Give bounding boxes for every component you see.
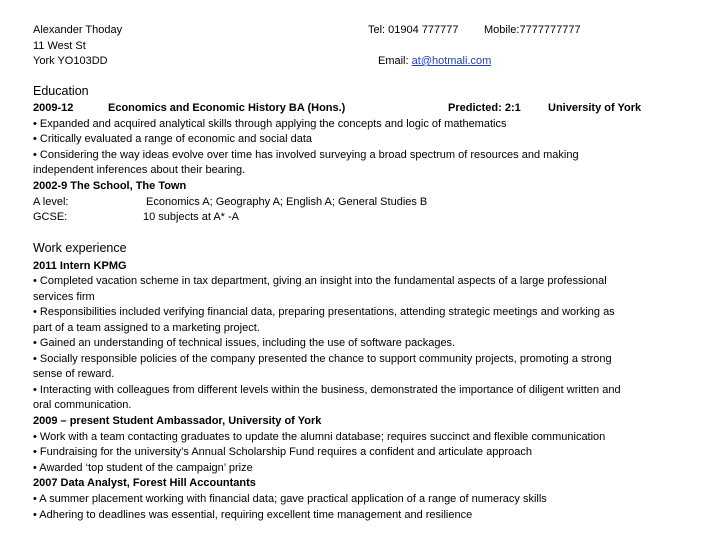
- kpmg-line: • Responsibilities included verifying financial data, preparing presentations, attending strategic meetings and working as: [33, 306, 615, 318]
- address-line-1: 11 West St: [33, 40, 86, 52]
- degree-institution: University of York: [548, 102, 642, 114]
- degree-course: Economics and Economic History BA (Hons.): [108, 102, 346, 114]
- mobile: Mobile:7777777777: [484, 24, 581, 36]
- education-bullet-continued: independent inferences about their bearing.: [33, 164, 246, 176]
- kpmg-line: • Completed vacation scheme in tax department, giving an insight into the fundamental aspects of a large professional: [33, 275, 607, 287]
- alevel-value: Economics A; Geography A; English A; General Studies B: [146, 196, 428, 208]
- kpmg-line: • Gained an understanding of technical issues, including the use of software packages.: [33, 337, 456, 349]
- email-link[interactable]: at@hotmali.com: [411, 55, 492, 67]
- ambassador-line: • Fundraising for the university’s Annual Scholarship Fund requires a confident and articulate approach: [33, 446, 532, 458]
- education-bullet: • Critically evaluated a range of economic and social data: [33, 133, 313, 145]
- analyst-line: • A summer placement working with financial data; gave practical application of a range of numeracy skills: [33, 493, 547, 505]
- school-title: 2002-9 The School, The Town: [33, 180, 187, 192]
- address-line-2: York YO103DD: [33, 55, 108, 67]
- education-heading: Education: [33, 84, 89, 98]
- email-row: [378, 54, 491, 70]
- gcse-label: GCSE:: [33, 211, 68, 223]
- kpmg-line: services firm: [33, 291, 95, 303]
- gcse-value: 10 subjects at A* -A: [143, 211, 239, 223]
- kpmg-line: part of a team assigned to a marketing project.: [33, 322, 260, 334]
- degree-predicted: Predicted: 2:1: [448, 102, 521, 114]
- email-label: Email:: [378, 55, 412, 67]
- analyst-line: • Adhering to deadlines was essential, requiring excellent time management and resilience: [33, 509, 473, 521]
- kpmg-line: • Socially responsible policies of the company presented the chance to support community projects, promoting a strong: [33, 353, 612, 365]
- degree-years: 2009-12: [33, 102, 74, 114]
- education-bullet: • Considering the way ideas evolve over time has involved surveying a broad spectrum of resources and making: [33, 149, 579, 161]
- ambassador-line: • Awarded ‘top student of the campaign’ prize: [33, 462, 253, 474]
- analyst-title: 2007 Data Analyst, Forest Hill Accountants: [33, 477, 256, 489]
- alevel-label: A level:: [33, 196, 69, 208]
- kpmg-line: oral communication.: [33, 399, 132, 411]
- education-bullet: • Expanded and acquired analytical skills through applying the concepts and logic of mathematics: [33, 118, 507, 130]
- kpmg-title: 2011 Intern KPMG: [33, 260, 127, 272]
- work-heading: Work experience: [33, 241, 127, 255]
- ambassador-line: • Work with a team contacting graduates to update the alumni database; requires succinct and flexible communication: [33, 431, 606, 443]
- name: Alexander Thoday: [33, 24, 123, 36]
- kpmg-line: • Interacting with colleagues from different levels within the business, demonstrated the importance of diligent written and: [33, 384, 621, 396]
- telephone: Tel: 01904 777777: [368, 24, 459, 36]
- ambassador-title: 2009 – present Student Ambassador, University of York: [33, 415, 322, 427]
- kpmg-line: sense of reward.: [33, 368, 115, 380]
